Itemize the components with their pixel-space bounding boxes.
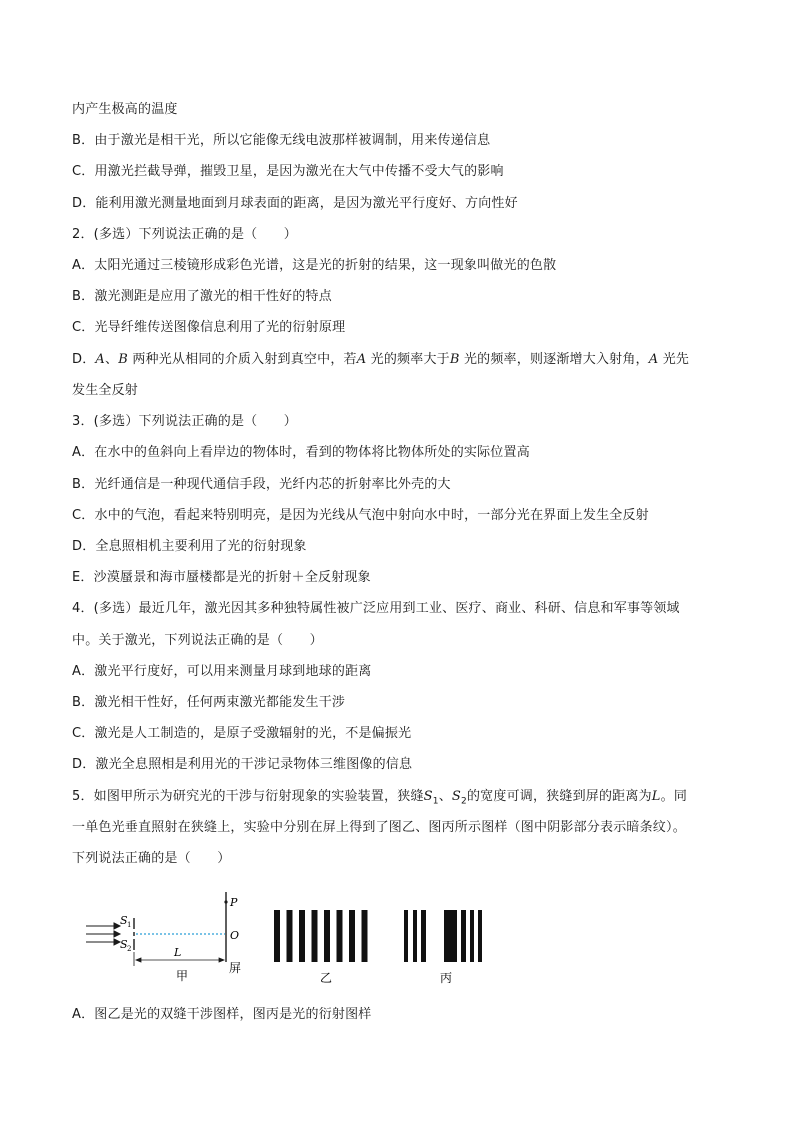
text-line bbox=[72, 351, 732, 369]
dark-fringe bbox=[349, 910, 355, 962]
incident-light-arrows bbox=[86, 923, 120, 945]
experiment-figure bbox=[84, 884, 504, 994]
caption-yi: 乙 bbox=[320, 971, 333, 985]
dark-fringe bbox=[404, 910, 408, 962]
label-S2: S bbox=[120, 938, 128, 951]
variable-A: A bbox=[648, 352, 659, 367]
text-line: C．激光是人工制造的，是原子受激辐射的光，不是偏振光 bbox=[72, 726, 412, 741]
variable-L: L bbox=[651, 789, 661, 804]
dark-fringe bbox=[413, 910, 417, 962]
variable-S: S bbox=[423, 789, 433, 804]
pattern-bing-diffraction bbox=[404, 910, 482, 962]
label-O: O bbox=[230, 929, 240, 942]
label-L: L bbox=[174, 946, 182, 959]
dark-fringe bbox=[452, 910, 457, 962]
text-span: 光的频率大于 bbox=[366, 352, 450, 367]
text-line: 发生全反射 bbox=[72, 383, 139, 398]
label-S1-sub: 1 bbox=[127, 921, 132, 929]
question-3-stem: 3．(多选）下列说法正确的是（ ） bbox=[72, 414, 297, 429]
label-P: P bbox=[230, 896, 238, 909]
variable-A: A bbox=[95, 352, 106, 367]
dark-fringe bbox=[299, 910, 305, 962]
text-line: E．沙漠蜃景和海市蜃楼都是光的折射＋全反射现象 bbox=[72, 570, 371, 585]
subscript: 2 bbox=[461, 796, 467, 807]
caption-jia: 甲 bbox=[176, 969, 189, 983]
text-line: 一单色光垂直照射在狭缝上，实验中分别在屏上得到了图乙、图丙所示图样（图中阴影部分表示暗条纹）。 bbox=[72, 820, 686, 835]
text-span: 两种光从相同的介质入射到真空中，若 bbox=[127, 352, 357, 367]
dark-fringe bbox=[362, 910, 368, 962]
text-line: C．水中的气泡，看起来特别明亮，是因为光线从气泡中射向水中时，一部分光在界面上发生全反射 bbox=[72, 508, 649, 523]
text-line: D．激光全息照相是利用光的干涉记录物体三维图像的信息 bbox=[72, 757, 413, 772]
text-line: D．能利用激光测量地面到月球表面的距离，是因为激光平行度好、方向性好 bbox=[72, 196, 518, 211]
subscript: 1 bbox=[432, 796, 439, 807]
text-span: D． bbox=[72, 352, 96, 367]
text-line: A．在水中的鱼斜向上看岸边的物体时，看到的物体将比物体所处的实际位置高 bbox=[72, 445, 530, 460]
text-span: 、 bbox=[438, 789, 452, 804]
text-line: 下列说法正确的是（ ） bbox=[72, 851, 231, 866]
point-P bbox=[224, 900, 227, 903]
text-line: C．光导纤维传送图像信息利用了光的衍射原理 bbox=[72, 320, 346, 335]
variable-A: A bbox=[356, 352, 367, 367]
dark-fringe bbox=[324, 910, 330, 962]
pattern-yi-interference bbox=[274, 910, 368, 962]
text-span: 5．如图甲所示为研究光的干涉与衍射现象的实验装置，狭缝 bbox=[72, 789, 424, 804]
label-S2-sub: 2 bbox=[127, 945, 132, 953]
dark-fringe bbox=[461, 910, 466, 962]
dark-fringe bbox=[444, 910, 452, 962]
text-span: 、 bbox=[105, 352, 119, 367]
text-line: B．光纤通信是一种现代通信手段，光纤内芯的折射率比外壳的大 bbox=[72, 477, 451, 492]
dark-fringe bbox=[274, 910, 280, 962]
caption-bing: 丙 bbox=[440, 971, 453, 985]
variable-B: B bbox=[118, 352, 128, 367]
dark-fringe bbox=[337, 910, 343, 962]
text-line: B．由于激光是相干光，所以它能像无线电波那样被调制，用来传递信息 bbox=[72, 133, 491, 148]
text-line: A．太阳光通过三棱镜形成彩色光谱，这是光的折射的结果，这一现象叫做光的色散 bbox=[72, 258, 557, 273]
text-line: 内产生极高的温度 bbox=[72, 102, 178, 117]
text-line: A．图乙是光的双缝干涉图样，图丙是光的衍射图样 bbox=[72, 1007, 372, 1022]
variable-B: B bbox=[449, 352, 460, 367]
dark-fringe bbox=[287, 910, 293, 962]
variable-S: S bbox=[451, 789, 462, 804]
text-span: 光先 bbox=[658, 352, 690, 367]
text-line: D．全息照相机主要利用了光的衍射现象 bbox=[72, 539, 307, 554]
question-4-stem: 4．(多选）最近几年，激光因其多种独特属性被广泛应用到工业、医疗、商业、科研、信息和军事等领域 bbox=[72, 601, 680, 616]
dark-fringe bbox=[421, 910, 426, 962]
text-line: A．激光平行度好，可以用来测量月球到地球的距离 bbox=[72, 664, 372, 679]
question-2-stem: 2．(多选）下列说法正确的是（ ） bbox=[72, 227, 297, 242]
question-5-stem bbox=[72, 788, 732, 811]
text-line: B．激光测距是应用了激光的相干性好的特点 bbox=[72, 289, 332, 304]
dark-fringe bbox=[478, 910, 482, 962]
text-span: 光的频率，则逐渐增大入射角， bbox=[459, 352, 649, 367]
text-line: C．用激光拦截导弹，摧毁卫星，是因为激光在大气中传播不受大气的影响 bbox=[72, 164, 504, 179]
caption-screen: 屏 bbox=[229, 961, 242, 975]
text-span: 。同 bbox=[660, 789, 688, 804]
label-S1: S bbox=[120, 914, 128, 927]
text-line: 中。关于激光，下列说法正确的是（ ） bbox=[72, 633, 323, 648]
text-span: 的宽度可调，狭缝到屏的距离为 bbox=[466, 789, 652, 804]
dark-fringe bbox=[312, 910, 318, 962]
dark-fringe bbox=[470, 910, 474, 962]
text-line: B．激光相干性好，任何两束激光都能发生干涉 bbox=[72, 695, 346, 710]
